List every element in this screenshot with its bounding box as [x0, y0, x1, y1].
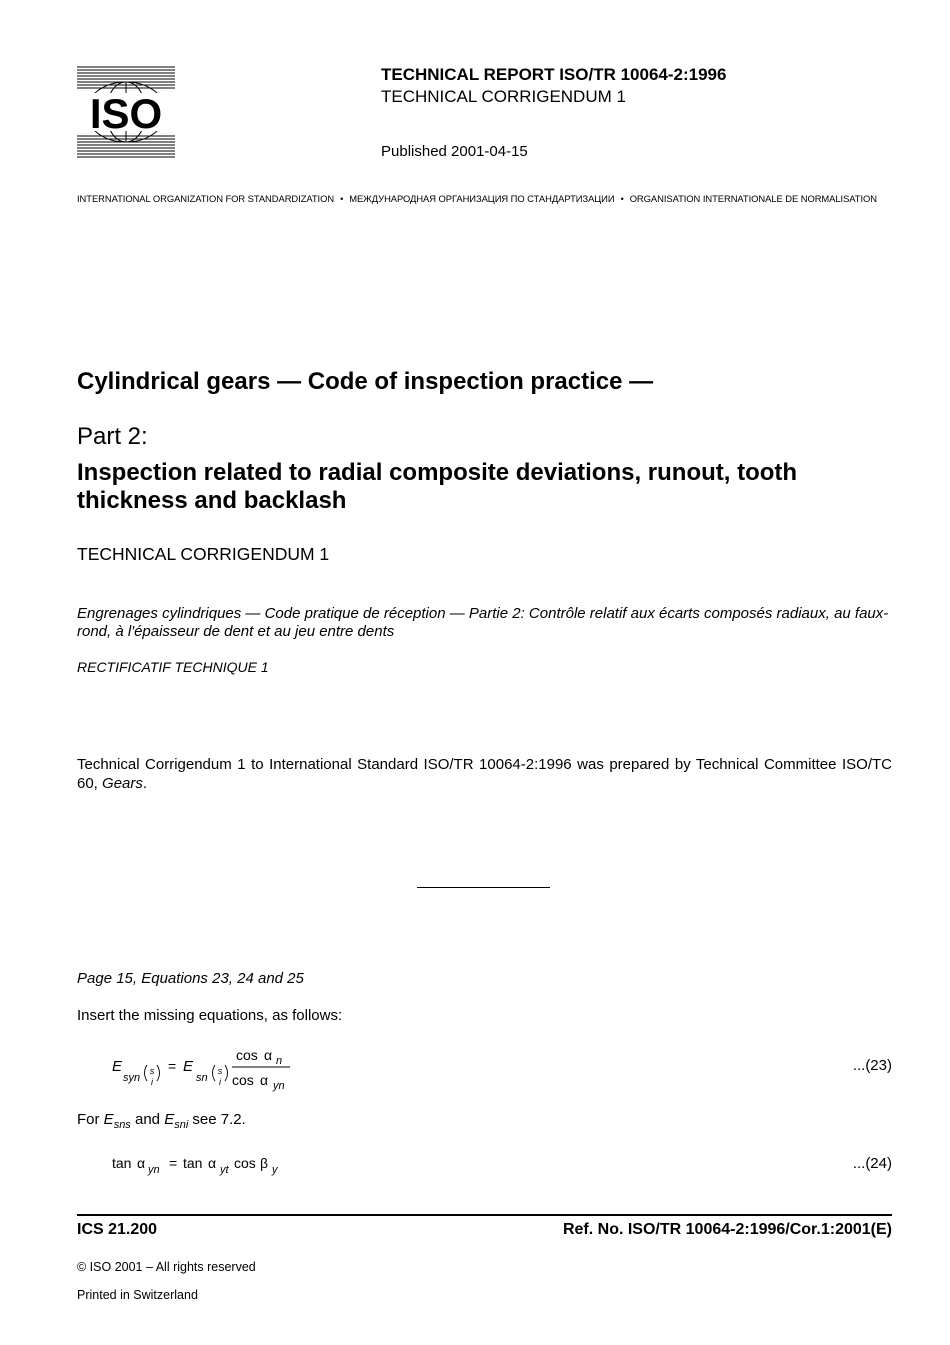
intro-text: Technical Corrigendum 1 to International Standard ISO/TR 10064-2:1996 was prepared by Technical Committee ISO/TC 60,	[77, 756, 892, 792]
org-separator: •	[340, 194, 344, 204]
svg-text:n: n	[276, 1055, 283, 1067]
e-sni-sub: sni	[174, 1119, 189, 1131]
svg-text:s: s	[217, 1066, 223, 1076]
equation-23-number: ...(23)	[852, 1057, 892, 1074]
svg-text:tan: tan	[112, 1155, 132, 1171]
svg-text:E: E	[112, 1058, 123, 1075]
org-french: ORGANISATION INTERNATIONALE DE NORMALISATION	[629, 193, 877, 204]
corrigendum-label: TECHNICAL CORRIGENDUM 1	[77, 544, 330, 564]
intro-paragraph	[77, 755, 892, 793]
svg-text:=: =	[168, 1058, 177, 1074]
svg-text:E: E	[183, 1058, 194, 1075]
svg-text:s: s	[149, 1066, 155, 1076]
svg-text:α: α	[264, 1047, 273, 1063]
insert-instruction: Insert the missing equations, as follows:	[77, 1007, 343, 1024]
part-title: Inspection related to radial composite deviations, runout, tooth thickness and backlash	[77, 459, 798, 514]
part-label: Part 2:	[77, 423, 148, 450]
svg-text:y: y	[272, 1164, 278, 1176]
report-subtitle: TECHNICAL CORRIGENDUM 1	[381, 87, 626, 106]
for-and: and	[130, 1111, 165, 1128]
page-reference: Page 15, Equations 23, 24 and 25	[77, 970, 304, 987]
svg-text:ISO: ISO	[89, 90, 163, 137]
equation-24	[110, 1152, 310, 1180]
french-rectificatif: RECTIFICATIF TECHNIQUE 1	[77, 659, 269, 675]
svg-text:cos: cos	[234, 1155, 256, 1171]
e-sns-symbol: E	[103, 1111, 114, 1128]
svg-text:sn: sn	[196, 1072, 208, 1084]
svg-text:i: i	[151, 1077, 153, 1087]
org-russian: МЕЖДУНАРОДНАЯ ОРГАНИЗАЦИЯ ПО СТАНДАРТИЗАЦИИ	[349, 193, 615, 204]
main-title: Cylindrical gears — Code of inspection practice —	[77, 368, 654, 395]
svg-text:i: i	[219, 1077, 221, 1087]
footer-rule	[77, 1214, 892, 1216]
iso-logo-graphic	[77, 66, 175, 158]
committee-name: Gears	[102, 775, 143, 792]
copyright: © ISO 2001 – All rights reserved	[77, 1260, 256, 1274]
report-title: TECHNICAL REPORT ISO/TR 10064-2:1996	[381, 65, 727, 84]
e-sns-sub: sns	[113, 1119, 131, 1131]
published-date: Published 2001-04-15	[381, 143, 528, 160]
iso-logo	[77, 66, 175, 158]
intro-end: .	[142, 775, 148, 792]
svg-text:=: =	[169, 1155, 178, 1171]
for-line	[77, 1111, 246, 1131]
separator-line	[417, 887, 550, 888]
org-english: INTERNATIONAL ORGANIZATION FOR STANDARDIZATION	[77, 193, 335, 204]
svg-text:β: β	[260, 1155, 269, 1171]
svg-text:α: α	[137, 1155, 146, 1171]
equation-23	[110, 1043, 310, 1093]
reference-number: Ref. No. ISO/TR 10064-2:1996/Cor.1:2001(E)	[562, 1221, 892, 1238]
for-suffix: see 7.2.	[188, 1111, 246, 1128]
svg-text:tan: tan	[183, 1155, 203, 1171]
svg-text:cos: cos	[236, 1047, 258, 1063]
svg-text:α: α	[260, 1072, 269, 1088]
e-sni-symbol: E	[164, 1111, 175, 1128]
equation-24-number: ...(24)	[852, 1155, 892, 1172]
svg-text:α: α	[208, 1155, 217, 1171]
printed-location: Printed in Switzerland	[77, 1288, 198, 1302]
for-prefix: For	[77, 1111, 104, 1128]
organization-line	[77, 193, 892, 204]
svg-text:cos: cos	[232, 1072, 254, 1088]
french-title: Engrenages cylindriques — Code pratique de réception — Partie 2: Contrôle relatif aux écarts composés radiaux, au faux-rond, à l'épaisseur de dent et au jeu entre dents	[77, 605, 889, 640]
org-separator: •	[620, 194, 624, 204]
svg-text:yn: yn	[273, 1080, 285, 1092]
svg-text:syn: syn	[123, 1072, 141, 1084]
svg-text:yn: yn	[148, 1164, 160, 1176]
svg-text:yt: yt	[220, 1164, 229, 1176]
ics-code: ICS 21.200	[77, 1221, 158, 1238]
